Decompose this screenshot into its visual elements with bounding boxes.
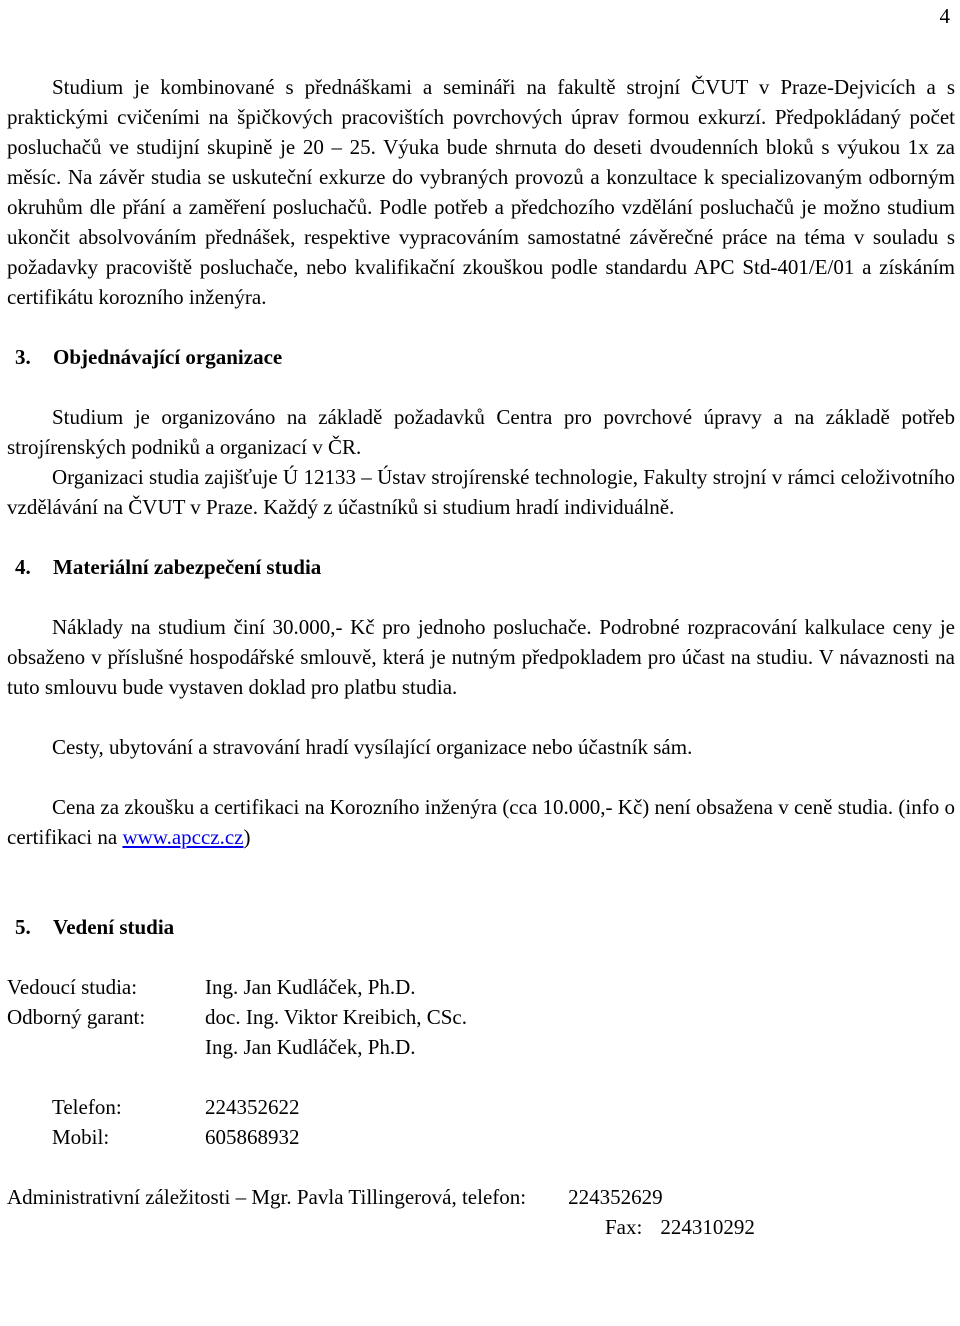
- document-body: [7, 72, 955, 1242]
- intro-text-a: Studium je kombinované s přednáškami a semináři na fakultě strojní ČVUT v Praze-Dejvicích a s praktickými cvičeními na špičkových pracovištích povrchových úprav formou exkurzí. Předpokládaný počet posluchačů ve studijní skupině je 20 – 25. Výuka bude shrnuta do deseti dvoudenních bloků s výukou 1x za měsíc. Na závěr studia se uskuteční exkurze do vybraných provozů a konzultace k specializovaným odborným okruhům dle přání a zaměření posluchačů.: [7, 75, 955, 219]
- apccz-link[interactable]: www.apccz.cz: [122, 825, 244, 849]
- admin-contact: [7, 1182, 955, 1212]
- intro-text-b: Podle potřeb a předchozího vzdělání posluchačů je možno studium ukončit absolvováním přednášek, respektive vypracováním samostatné závěrečné práce na téma v souladu s požadavky pracoviště posluchače, nebo kvalifikační zkouškou podle standardu APC Std-401/E/01 a získáním certifikátu korozního inženýra.: [7, 195, 955, 309]
- admin-phone: 224352629: [568, 1185, 663, 1209]
- section4-title: Materiální zabezpečení studia: [53, 555, 322, 579]
- section4-paragraph-3-text: Cena za zkoušku a certifikaci na Korozního inženýra (cca 10.000,- Kč) není obsažena v ceně studia. (info o certifikaci na: [7, 795, 955, 849]
- section3-heading: [7, 342, 955, 372]
- fax-value: 224310292: [660, 1215, 755, 1239]
- guarantor-row-2: [7, 1032, 955, 1062]
- section4-paragraph-3: [7, 792, 955, 852]
- section4-heading: [7, 552, 955, 582]
- leader-row: [7, 972, 955, 1002]
- leader-label: Vedoucí studia:: [7, 975, 138, 999]
- section3-number: 3.: [15, 345, 31, 369]
- staff-list: [7, 972, 955, 1062]
- guarantor-label-spacer: [7, 1032, 205, 1062]
- section4-paragraph-1: Náklady na studium činí 30.000,- Kč pro jednoho posluchače. Podrobné rozpracování kalkulace ceny je obsaženo v příslušné hospodářské smlouvě, která je nutným předpokladem pro účast na studiu. V návaznosti na tuto smlouvu bude vystaven doklad pro platbu studia.: [7, 615, 955, 699]
- guarantor-value-1: doc. Ing. Viktor Kreibich, CSc.: [205, 1005, 467, 1029]
- guarantor-value-2: Ing. Jan Kudláček, Ph.D.: [205, 1035, 416, 1059]
- phone-list: [7, 1092, 955, 1152]
- fax-row: [7, 1212, 955, 1242]
- fax-label: Fax:: [605, 1215, 643, 1239]
- phone-label: Telefon:: [52, 1095, 122, 1119]
- mobile-label: Mobil:: [52, 1125, 110, 1149]
- guarantor-label: Odborný garant:: [7, 1005, 146, 1029]
- section3-paragraph-1: Studium je organizováno na základě požadavků Centra pro povrchové úpravy a na základě potřeb strojírenských podniků a organizací v ČR.: [7, 405, 955, 459]
- section5-number: 5.: [15, 915, 31, 939]
- admin-text: Administrativní záležitosti – Mgr. Pavla Tillingerová, telefon:: [7, 1185, 527, 1209]
- section3-title: Objednávající organizace: [53, 345, 283, 369]
- section5-title: Vedení studia: [53, 915, 175, 939]
- leader-value: Ing. Jan Kudláček, Ph.D.: [205, 975, 416, 999]
- mobile-value: 605868932: [205, 1125, 300, 1149]
- section4-number: 4.: [15, 555, 31, 579]
- section4-paragraph-2: Cesty, ubytování a stravování hradí vysílající organizace nebo účastník sám.: [52, 735, 693, 759]
- intro-paragraph: [7, 72, 955, 312]
- phone-row: [52, 1092, 955, 1122]
- page-number: 4: [939, 4, 950, 28]
- phone-value: 224352622: [205, 1095, 300, 1119]
- section5-heading: [7, 912, 955, 942]
- section4-paragraph-3-end: ): [243, 825, 251, 849]
- section3-paragraph-2: Organizaci studia zajišťuje Ú 12133 – Ústav strojírenské technologie, Fakulty strojní v rámci celoživotního vzdělávání na ČVUT v Praze. Každý z účastníků si studium hradí individuálně.: [7, 465, 955, 519]
- guarantor-row: [7, 1002, 955, 1032]
- mobile-row: [52, 1122, 955, 1152]
